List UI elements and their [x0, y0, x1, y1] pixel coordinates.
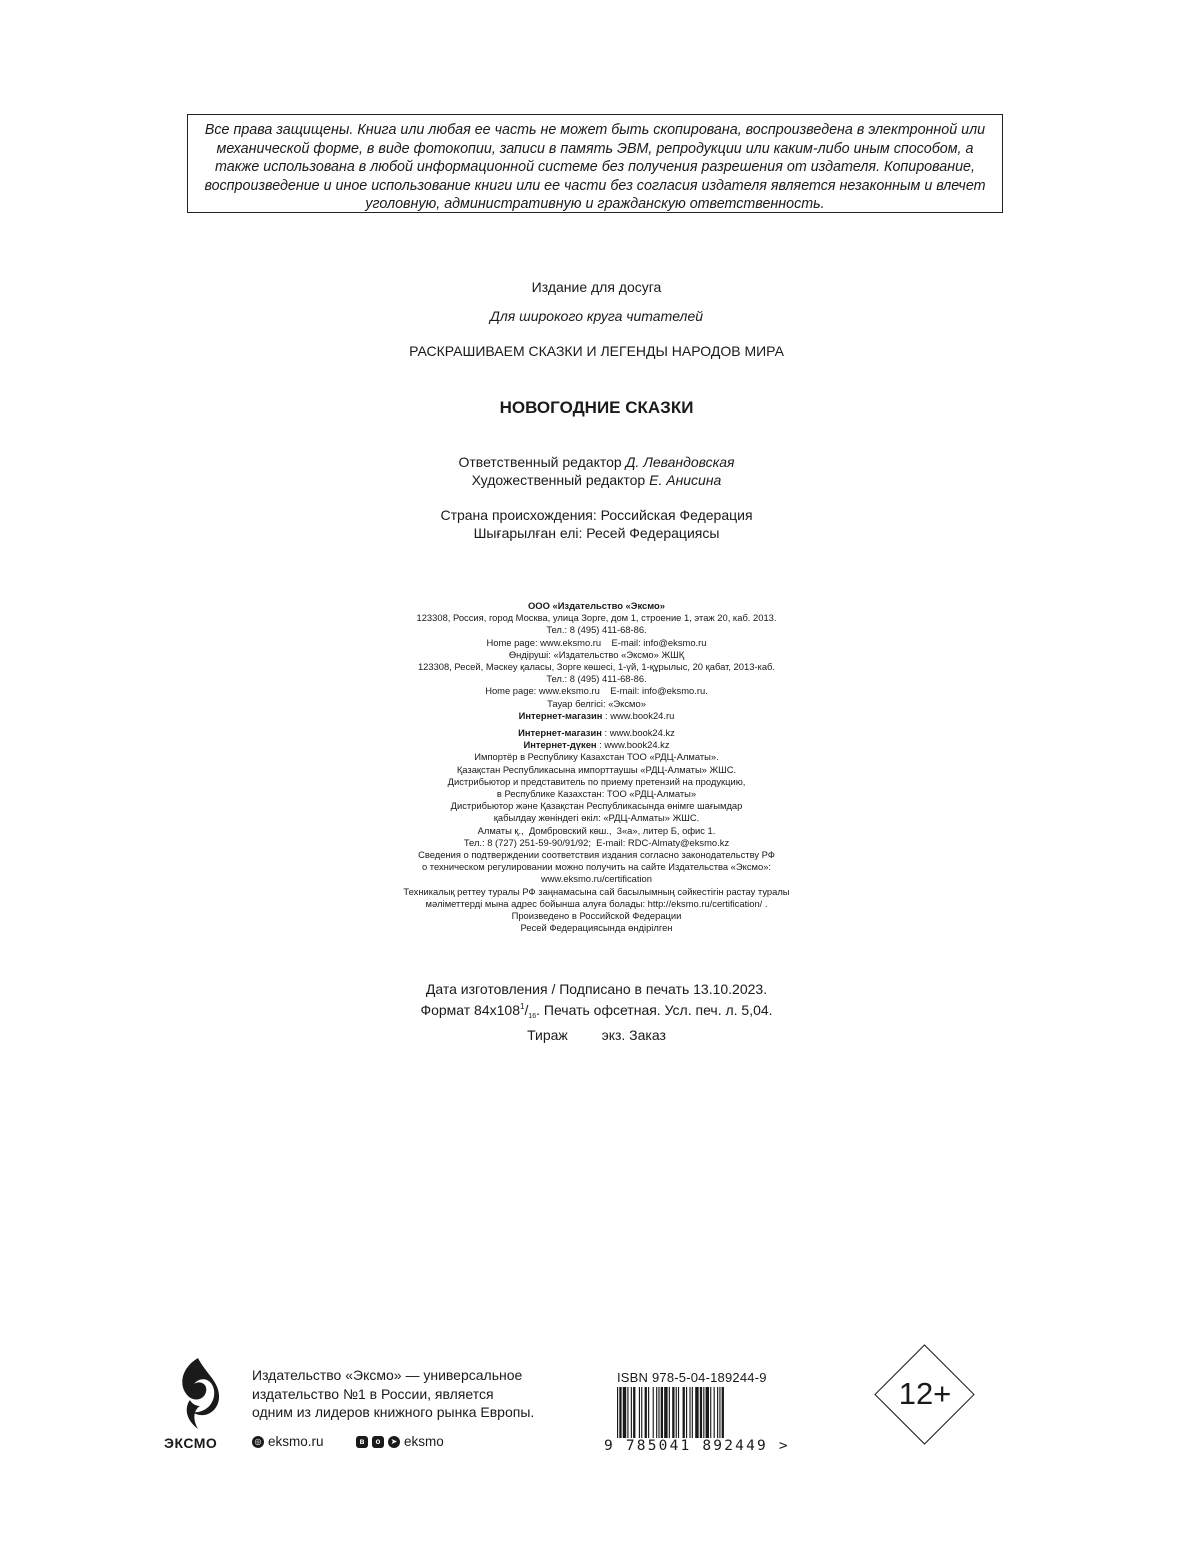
- vk-icon: в: [356, 1436, 368, 1448]
- publisher-info: [0, 600, 1193, 934]
- publisher-about: [252, 1366, 534, 1422]
- shop-kz2-link[interactable]: : www.book24.kz: [596, 739, 670, 751]
- cert-3[interactable]: www.eksmo.ru/certification: [541, 873, 652, 885]
- print-format: Формат $84x108^1/_{16}$. Печать офсетная. Усл. печ. л. 5,04.: [420, 1002, 773, 1020]
- publisher-kz-trademark: Тауар белгісі: «Эксмо»: [547, 697, 646, 709]
- logo-wordmark: ЭКСМО: [164, 1435, 218, 1451]
- responsible-editor-label: Ответственный редактор: [458, 454, 622, 470]
- audience: Для широкого круга читателей: [489, 308, 704, 324]
- about-line-3: одним из лидеров книжного рынка Европы.: [252, 1404, 535, 1420]
- ok-icon: о: [372, 1436, 384, 1448]
- distributor-2: в Республике Казахстан: ТОО «РДЦ-Алматы»: [496, 788, 697, 800]
- about-line-1: Издательство «Эксмо» — универсальное: [252, 1367, 523, 1383]
- publisher-phone: Тел.: 8 (495) 411-68-86.: [546, 624, 647, 636]
- art-editor-label: Художественный редактор: [471, 472, 646, 488]
- print-date: Дата изготовления / Подписано в печать 13.10.2023.: [425, 981, 768, 997]
- shop-ru-label: Интернет-магазин: [518, 709, 603, 721]
- publisher-kz-web: Home page: www.eksmo.ru E-mail: info@eksmo.ru.: [485, 685, 708, 697]
- print-info: [0, 980, 1193, 1044]
- order-label: экз. Заказ: [601, 1027, 666, 1043]
- art-editor: [0, 472, 1193, 488]
- barcode-digits: 9 785041 892449 >: [604, 1438, 790, 1454]
- cert-kz-1: Техникалық реттеу туралы РФ заңнамасына сай басылымның сәйкестігін растау туралы: [403, 885, 790, 897]
- isbn: ISBN 978-5-04-189244-9: [617, 1370, 767, 1385]
- series-title: РАСКРАШИВАЕМ СКАЗКИ И ЛЕГЕНДЫ НАРОДОВ МИРА: [409, 343, 784, 359]
- distributor-1: Дистрибьютор и представитель по приему претензий на продукцию,: [447, 775, 746, 787]
- responsible-editor: [0, 454, 1193, 470]
- art-editor-name: Е. Анисина: [649, 472, 722, 488]
- format-suffix: . Печать офсетная. Усл. печ. л. 5,04.: [536, 1002, 773, 1018]
- publisher-kz-phone: Тел.: 8 (495) 411-68-86.: [546, 673, 647, 685]
- rights-notice: Все права защищены. Книга или любая ее часть не может быть скопирована, воспроизведена в электронной или механической форме, в виде фотокопии, записи в память ЭВМ, репродукции или каким-либо иным способом, а также использована в любой информационной системе без получения разрешения от издателя. Копирование, воспроизведение и иное использование книги или ее части без согласия издателя является незаконным и влечет уголовную, административную и гражданскую ответственность.: [187, 114, 1003, 213]
- publisher-address: 123308, Россия, город Москва, улица Зорге, дом 1, строение 1, этаж 20, каб. 2013.: [416, 612, 777, 624]
- made-in-kz: Ресей Федерациясында өндірілген: [520, 922, 673, 934]
- cert-2: о техническом регулировании можно получить на сайте Издательства «Эксмо»:: [421, 861, 772, 873]
- social-links[interactable]: [356, 1434, 444, 1449]
- distributor-kz-2: қабылдау жөніндегі өкіл: «РДЦ-Алматы» ЖШС.: [493, 812, 700, 824]
- about-line-2: издательство №1 в России, является: [252, 1385, 494, 1402]
- site-label: eksmo.ru: [268, 1434, 324, 1449]
- format-prefix: Формат 84x108: [420, 1002, 520, 1018]
- distributor-kz-1: Дистрибьютор және Қазақстан Республикасында өнімге шағымдар: [450, 800, 743, 812]
- age-rating: 12+: [898, 1376, 952, 1411]
- run-label: Тираж: [527, 1027, 568, 1043]
- print-run: [0, 1026, 1193, 1044]
- publisher-web: Home page: www.eksmo.ru E-mail: info@eksmo.ru: [486, 636, 707, 648]
- almaty-phone: Тел.: 8 (727) 251-59-90/91/92; E-mail: RDC-Almaty@eksmo.kz: [463, 836, 730, 848]
- shop-kz-label: Интернет-магазин: [518, 727, 602, 739]
- importer: Импортёр в Республику Казахстан ТОО «РДЦ-Алматы».: [474, 751, 719, 763]
- responsible-editor-name: Д. Левандовская: [625, 454, 735, 470]
- book-title: НОВОГОДНИЕ СКАЗКИ: [499, 398, 694, 417]
- site-link[interactable]: [252, 1434, 324, 1449]
- social-label: eksmo: [404, 1434, 444, 1449]
- cert-1: Сведения о подтверждении соответствия издания согласно законодательству РФ: [418, 849, 775, 861]
- origin-kz: Шығарылған елі: Ресей Федерациясы: [473, 525, 720, 541]
- importer-kz: Қазақстан Республикасына импорттаушы «РДЦ-Алматы» ЖШС.: [456, 763, 737, 775]
- shop-kz-link[interactable]: : www.book24.kz: [601, 727, 675, 739]
- shop-ru-link[interactable]: : www.book24.ru: [602, 709, 675, 721]
- telegram-icon: ➤: [388, 1436, 400, 1448]
- shop-kz2-label: Интернет-дүкен: [523, 739, 597, 751]
- edition-type: Издание для досуга: [531, 279, 662, 295]
- globe-icon: ◎: [252, 1436, 264, 1448]
- publisher-name: ООО «Издательство «Эксмо»: [528, 600, 665, 611]
- made-in-ru: Произведено в Российской Федерации: [511, 910, 682, 922]
- cert-kz-2: мәліметтерді мына адрес бойынша алуға болады: http://eksmo.ru/certification/ .: [425, 897, 768, 909]
- origin-ru: Страна происхождения: Российская Федерация: [440, 507, 753, 523]
- eksmo-logo-icon: [176, 1356, 220, 1431]
- format-den: 16: [528, 1013, 537, 1020]
- format-num: 1: [520, 1002, 525, 1011]
- publisher-kz-address: 123308, Ресей, Мәскеу қаласы, Зорге көшесі, 1-үй, 1-құрылыс, 20 қабат, 2013-каб.: [417, 661, 776, 673]
- almaty-address: Алматы қ., Домбровский көш., 3«а», литер Б, офис 1.: [477, 824, 716, 836]
- publisher-kz-maker: Өндіруші: «Издательство «Эксмо» ЖШҚ: [508, 648, 685, 660]
